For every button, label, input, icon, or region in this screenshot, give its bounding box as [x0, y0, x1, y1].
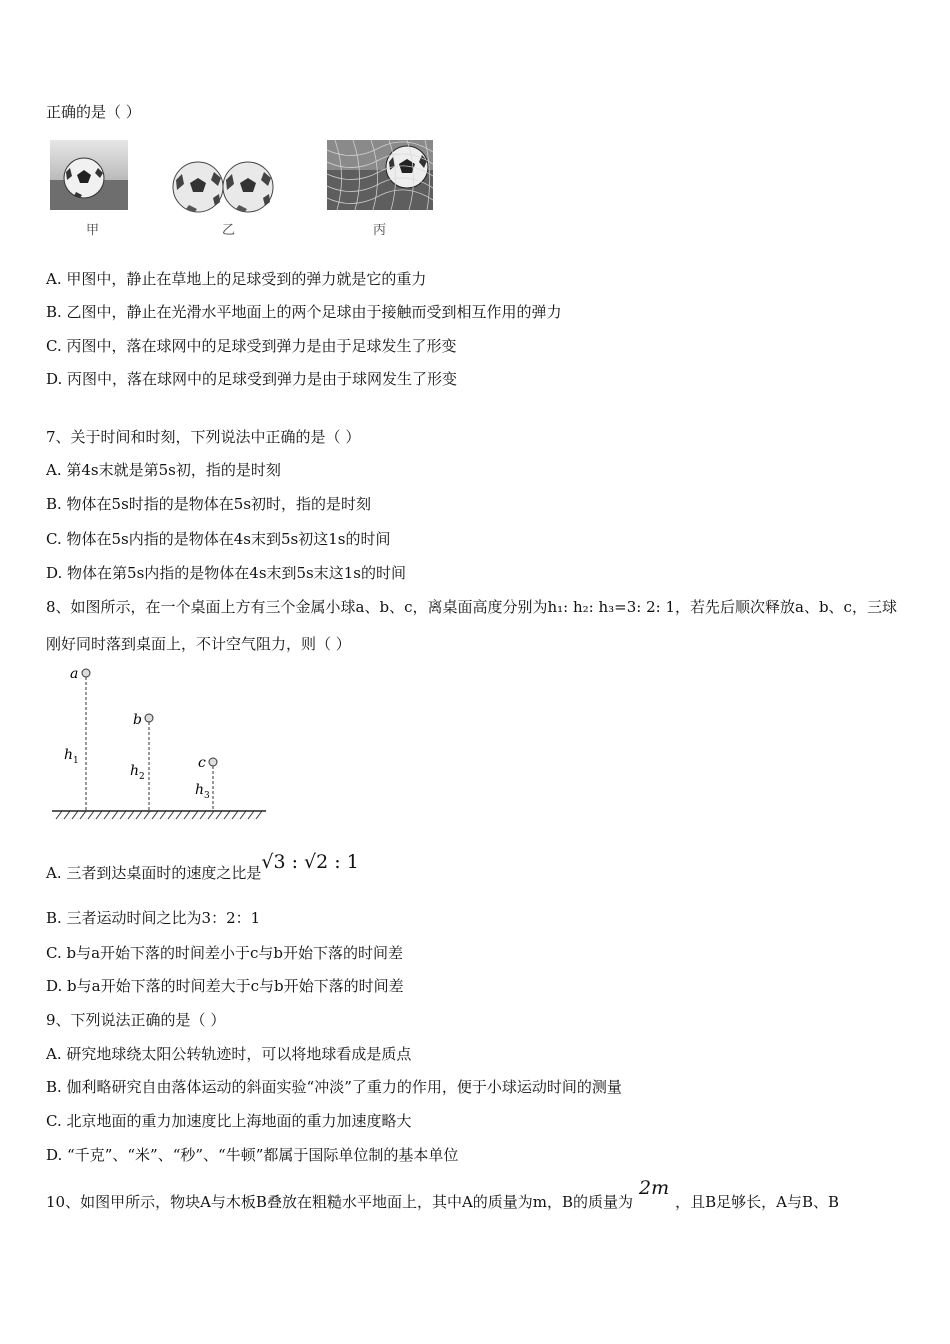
q10-stem-a: 10、如图甲所示，物块A与木板B叠放在粗糙水平地面上，其中A的质量为m，B的质量为	[46, 1193, 634, 1211]
q6-option-b: B. 乙图中，静止在光滑水平地面上的两个足球由于接触而受到相互作用的弹力	[46, 303, 562, 321]
q6-option-a: A. 甲图中，静止在草地上的足球受到的弹力就是它的重力	[46, 270, 427, 288]
photo-football-in-net	[327, 140, 433, 210]
q10-stem	[46, 1178, 839, 1212]
label-h2: h	[130, 763, 140, 779]
label-h1-sub: 1	[73, 756, 79, 766]
label-c: c	[198, 755, 206, 771]
q8-stem-line1: 8、如图所示，在一个桌面上方有三个金属小球a、b、c，离桌面高度分别为h₁: h₂: h₃=3: 2: 1，若先后顺次释放a、b、c，三球	[46, 598, 897, 616]
q6-option-c: C. 丙图中，落在球网中的足球受到弹力是由于足球发生了形变	[46, 337, 457, 355]
label-b: b	[133, 712, 142, 728]
q7-option-c: C. 物体在5s内指的是物体在4s末到5s初这1s的时间	[46, 530, 391, 548]
q9-option-b: B. 伽利略研究自由落体运动的斜面实验“冲淡”了重力的作用，便于小球运动时间的测量	[46, 1078, 622, 1096]
q9-stem: 9、下列说法正确的是（ ）	[46, 1011, 226, 1029]
q6-option-d: D. 丙图中，落在球网中的足球受到弹力是由于球网发生了形变	[46, 370, 458, 388]
q8-option-d: D. b与a开始下落的时间差大于c与b开始下落的时间差	[46, 977, 404, 995]
q8-stem-line2: 刚好同时落到桌面上，不计空气阻力，则（ ）	[46, 635, 351, 653]
caption-jia: 甲	[86, 223, 100, 238]
label-h3-sub: 3	[204, 791, 210, 801]
q10-stem-b: ，且B足够长，A与B、B	[675, 1193, 840, 1211]
label-a: a	[70, 666, 79, 682]
caption-bing: 丙	[373, 223, 387, 238]
q10-stem-math: 2m	[639, 1177, 670, 1199]
q8-option-c: C. b与a开始下落的时间差小于c与b开始下落的时间差	[46, 944, 404, 962]
photo-two-footballs	[171, 160, 275, 214]
q8-option-a	[46, 852, 359, 884]
q8-option-a-text: A. 三者到达桌面时的速度之比是	[46, 864, 262, 882]
caption-yi: 乙	[222, 223, 236, 238]
q7-option-a: A. 第4s末就是第5s初，指的是时刻	[46, 461, 281, 479]
q9-option-c: C. 北京地面的重力加速度比上海地面的重力加速度略大	[46, 1112, 412, 1130]
q9-option-a: A. 研究地球绕太阳公转轨迹时，可以将地球看成是质点	[46, 1045, 412, 1063]
q6-stem-tail: 正确的是（ ）	[46, 103, 141, 121]
q8-option-a-math: √3 : √2 : 1	[261, 851, 359, 873]
q8-option-b: B. 三者运动时间之比为3：2：1	[46, 909, 261, 927]
q7-stem: 7、关于时间和时刻，下列说法中正确的是（ ）	[46, 428, 361, 446]
q9-option-d: D. “千克”、“米”、“秒”、“牛顿”都属于国际单位制的基本单位	[46, 1146, 459, 1164]
photo-football-on-grass	[50, 140, 128, 210]
label-h2-sub: 2	[139, 772, 145, 782]
label-h1: h	[64, 747, 74, 763]
q7-option-b: B. 物体在5s时指的是物体在5s初时，指的是时刻	[46, 495, 372, 513]
q8-figure-three-balls	[50, 660, 270, 825]
q7-option-d: D. 物体在第5s内指的是物体在4s末到5s末这1s的时间	[46, 564, 406, 582]
label-h3: h	[195, 782, 205, 798]
